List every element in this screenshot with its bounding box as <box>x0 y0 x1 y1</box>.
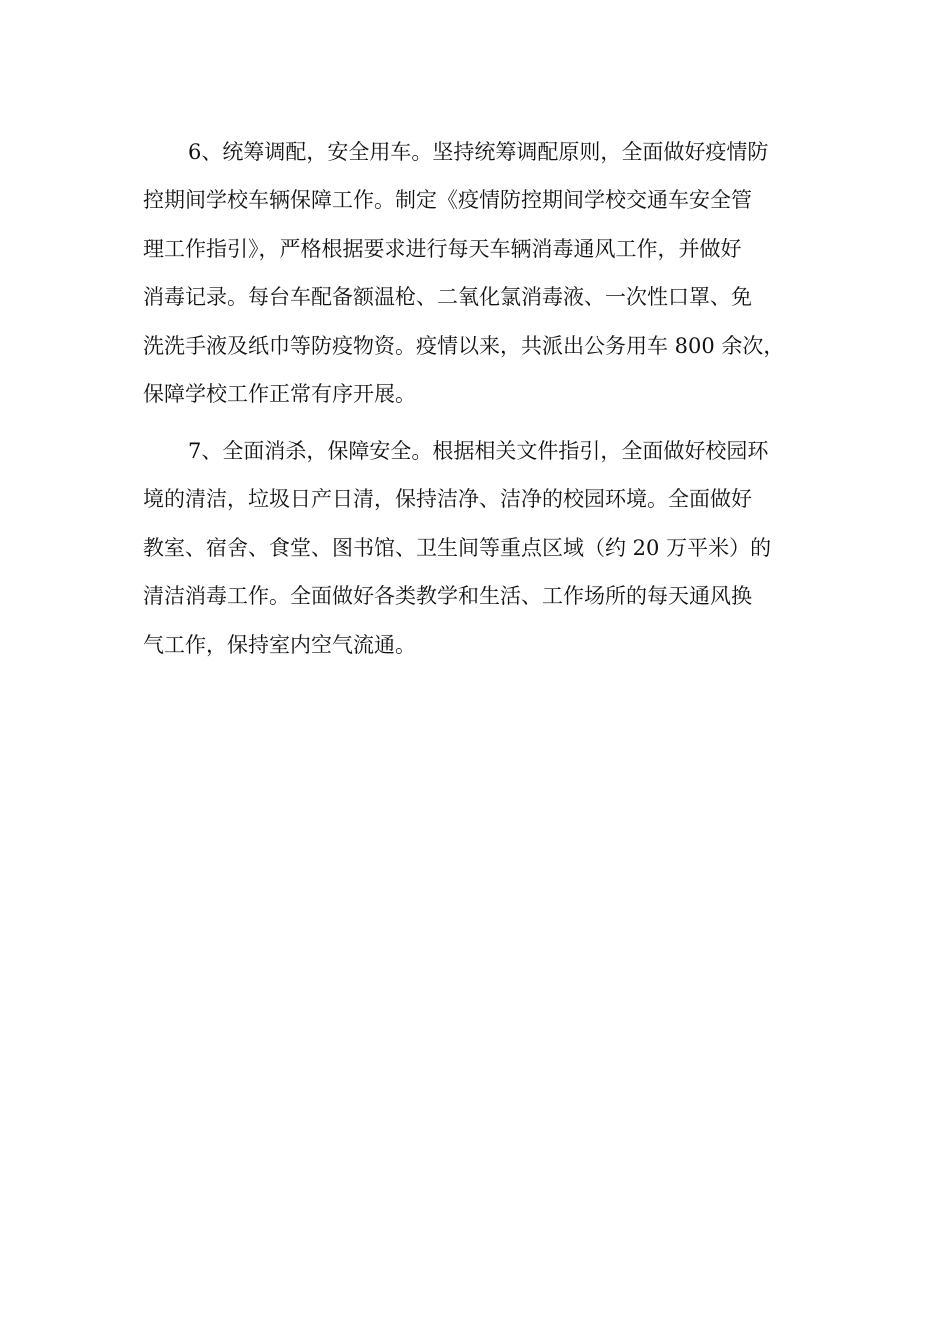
paragraph-line: 6、统筹调配，安全用车。坚持统筹调配原则，全面做好疫情防 <box>188 140 769 164</box>
paragraph-line: 保障学校工作正常有序开展。 <box>143 382 416 406</box>
paragraph-line: 境的清洁，垃圾日产日清，保持洁净、洁净的校园环境。全面做好 <box>143 487 752 511</box>
paragraph-line: 控期间学校车辆保障工作。制定《疫情防控期间学校交通车安全管 <box>143 188 752 212</box>
paragraph-line: 洗洗手液及纸巾等防疫物资。疫情以来，共派出公务用车 800 余次， <box>143 334 785 358</box>
paragraph-line: 7、全面消杀，保障安全。根据相关文件指引，全面做好校园环 <box>188 439 769 463</box>
paragraph-line: 教室、宿舍、食堂、图书馆、卫生间等重点区域（约 20 万平米）的 <box>143 536 772 560</box>
paragraph-line: 消毒记录。每台车配备额温枪、二氧化氯消毒液、一次性口罩、免 <box>143 285 752 309</box>
paragraph-line: 气工作，保持室内空气流通。 <box>143 633 416 657</box>
paragraph-line: 理工作指引》，严格根据要求进行每天车辆消毒通风工作，并做好 <box>143 237 742 261</box>
paragraph-line: 清洁消毒工作。全面做好各类教学和生活、工作场所的每天通风换 <box>143 584 752 608</box>
